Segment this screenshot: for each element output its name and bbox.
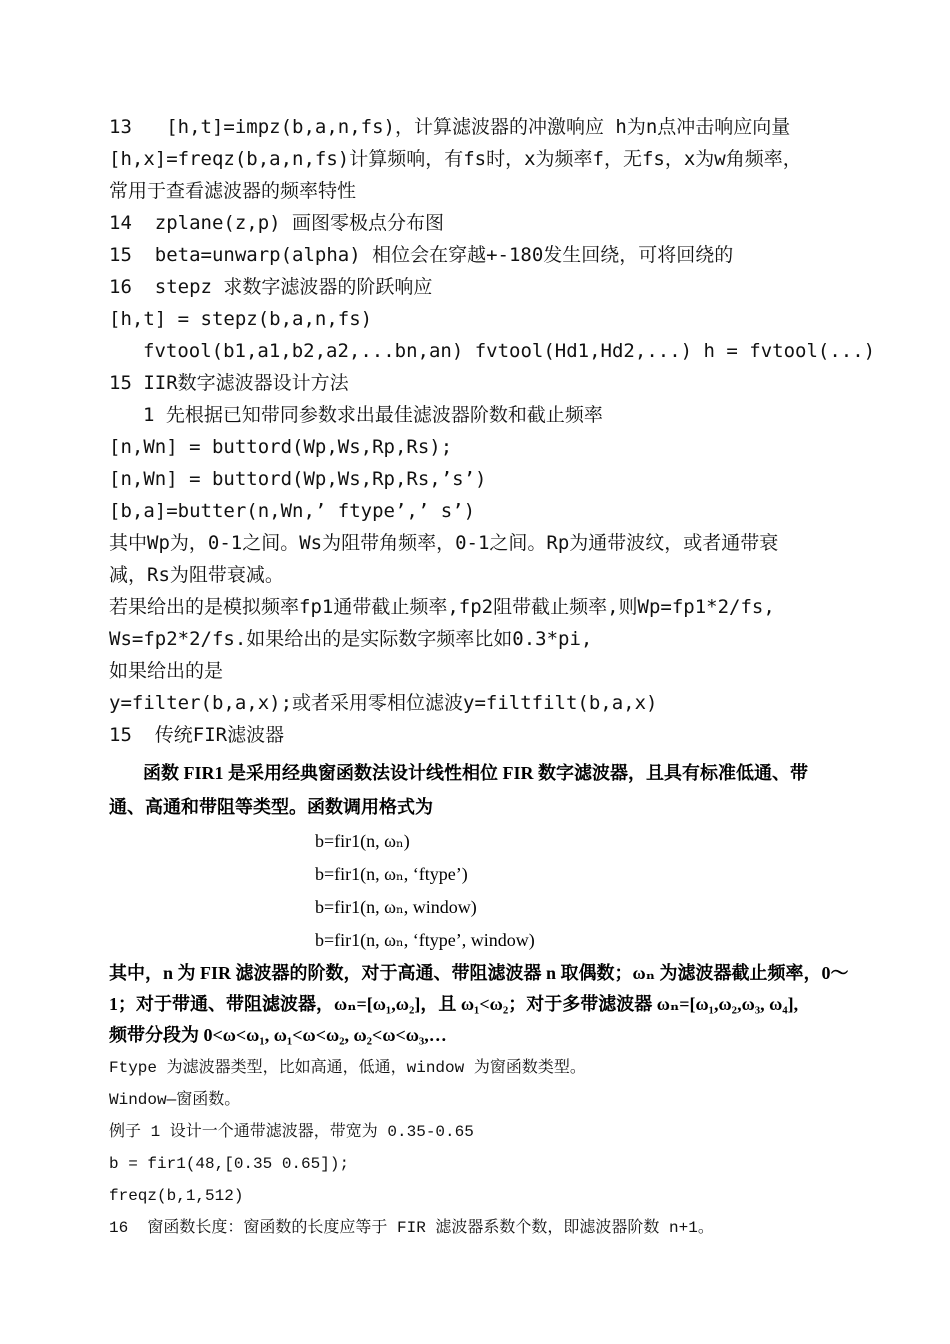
code-line-fir1-example: b = fir1(48,[0.35 0.65]); <box>109 1155 350 1173</box>
text-line-zplane: 14 zplane(z,p) 画图零极点分布图 <box>109 212 445 234</box>
code-line-buttord: [n,Wn] = buttord(Wp,Ws,Rp,Rs); <box>109 436 453 458</box>
text-line-freqz: [h,x]=freqz(b,a,n,fs)计算频响，有fs时，x为频率f，无fs，x为w角频率， <box>109 148 802 170</box>
text-line-window: Window—窗函数。 <box>109 1091 241 1109</box>
code-line-filter: y=filter(b,a,x);或者采用零相位滤波y=filtfilt(b,a,x) <box>109 692 658 714</box>
text-line-params-cont: 减，Rs为阻带衰减。 <box>109 564 284 586</box>
text-line-window-length: 16 窗函数长度：窗函数的长度应等于 FIR 滤波器系数个数，即滤波器阶数 n+1。 <box>109 1219 714 1237</box>
formula-fir1-ftype-window: b=fir1(n, ωₙ, ‘ftype’, window) <box>315 930 535 950</box>
scan-notes-line3: 频带分段为 0<ω<ω₁, ω₁<ω<ω₂, ω₂<ω<ω₃,… <box>109 1025 447 1045</box>
formula-fir1-basic: b=fir1(n, ωₙ) <box>315 831 410 851</box>
code-line-buttord-s: [n,Wn] = buttord(Wp,Ws,Rp,Rs,’s’) <box>109 468 487 490</box>
scan-intro-line1: 函数 FIR1 是采用经典窗函数法设计线性相位 FIR 数字滤波器，且具有标准低通、带 <box>143 763 808 783</box>
scan-intro-line2: 通、高通和带阻等类型。函数调用格式为 <box>109 797 433 817</box>
code-line-freqz-example: freqz(b,1,512) <box>109 1187 244 1205</box>
code-line-butter: [b,a]=butter(n,Wn,’ ftype’,’ s’) <box>109 500 476 522</box>
formula-fir1-window: b=fir1(n, ωₙ, window) <box>315 897 477 917</box>
formula-fir1-ftype: b=fir1(n, ωₙ, ‘ftype’) <box>315 864 468 884</box>
text-line-ftype: Ftype 为滤波器类型，比如高通，低通，window 为窗函数类型。 <box>109 1059 586 1077</box>
text-line-analog: 若果给出的是模拟频率fp1通带截止频率,fp2阻带截止频率,则Wp=fp1*2/fs, <box>109 596 775 618</box>
scan-notes-line1: 其中，n 为 FIR 滤波器的阶数，对于高通、带阻滤波器 n 取偶数；ωₙ 为滤波器截止频率，0～ <box>109 963 849 983</box>
text-line-example1: 例子 1 设计一个通带滤波器，带宽为 0.35-0.65 <box>109 1123 474 1141</box>
text-line-fvtool: fvtool(b1,a1,b2,a2,...bn,an) fvtool(Hd1,Hd2,...) h = fvtool(...) <box>143 340 876 362</box>
text-line-step1: 1 先根据已知带同参数求出最佳滤波器阶数和截止频率 <box>143 404 603 426</box>
text-line-if-given: 如果给出的是 <box>109 660 224 682</box>
text-line-stepz-call: [h,t] = stepz(b,a,n,fs) <box>109 308 373 330</box>
text-line-freqz-note: 常用于查看滤波器的频率特性 <box>109 180 357 202</box>
section-heading-iir: 15 IIR数字滤波器设计方法 <box>109 372 349 394</box>
text-line-digital: Ws=fp2*2/fs.如果给出的是实际数字频率比如0.3*pi, <box>109 628 593 650</box>
scan-notes-line2: 1；对于带通、带阻滤波器，ωₙ=[ω₁,ω₂]，且 ω₁<ω₂；对于多带滤波器 ωₙ=[ω₁,ω₂,ω₃, ω₄], <box>109 994 799 1014</box>
section-heading-fir: 15 传统FIR滤波器 <box>109 724 285 746</box>
text-line-params: 其中Wp为，0-1之间。Ws为阻带角频率，0-1之间。Rp为通带波纹，或者通带衰 <box>109 532 779 554</box>
text-line-unwrap: 15 beta=unwarp(alpha) 相位会在穿越+-180发生回绕，可将回绕的 <box>109 244 734 266</box>
text-line-stepz: 16 stepz 求数字滤波器的阶跃响应 <box>109 276 433 298</box>
text-line-impz: 13 [h,t]=impz(b,a,n,fs)，计算滤波器的冲激响应 h为n点冲击响应向量 <box>109 116 791 138</box>
